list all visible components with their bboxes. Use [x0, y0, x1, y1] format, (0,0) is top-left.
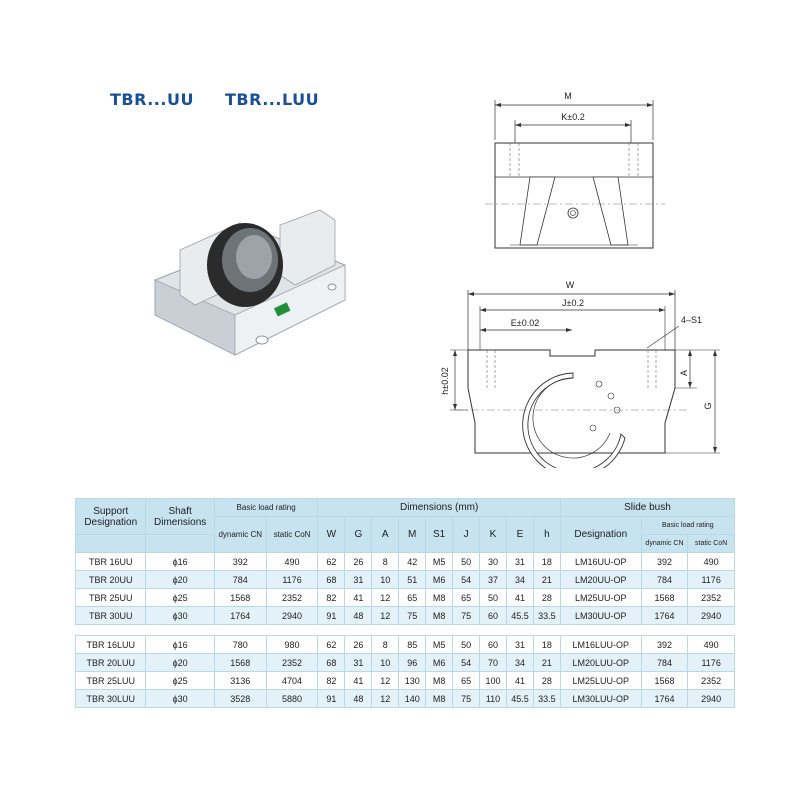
table-cell: 31: [345, 571, 372, 589]
table-cell: 18: [533, 553, 560, 571]
table-cell: TBR 30LUU: [76, 690, 146, 708]
table-cell: TBR 30UU: [76, 607, 146, 625]
table-cell: 490: [688, 553, 735, 571]
header-dim-k: K: [480, 517, 507, 553]
table-row: [76, 589, 735, 607]
header-dim-a: A: [372, 517, 399, 553]
table-cell: M8: [426, 589, 453, 607]
table-cell: 75: [453, 690, 480, 708]
table-cell: 1176: [688, 571, 735, 589]
table-cell: ϕ30: [146, 690, 214, 708]
table-cell: 41: [506, 672, 533, 690]
table-cell: 62: [318, 636, 345, 654]
table-cell: ϕ25: [146, 672, 214, 690]
table-cell: 21: [533, 654, 560, 672]
table-cell: LM20UU-OP: [560, 571, 641, 589]
table-cell: 980: [266, 636, 318, 654]
label-m: M: [564, 91, 572, 101]
side-view-drawing: [435, 278, 735, 468]
table-cell: 1568: [214, 654, 266, 672]
table-cell: 28: [533, 672, 560, 690]
table-cell: 12: [372, 589, 399, 607]
header-dim-e: E: [506, 517, 533, 553]
label-j: J±0.2: [562, 298, 584, 308]
table-cell: LM16LUU-OP: [560, 636, 641, 654]
product-photo: [150, 205, 350, 365]
header-slide-bush: Slide bush: [560, 499, 734, 517]
table-row: [76, 607, 735, 625]
table-cell: 780: [214, 636, 266, 654]
header-dim-g: G: [345, 517, 372, 553]
table-cell: 31: [506, 553, 533, 571]
table-cell: 26: [345, 553, 372, 571]
table-cell: 75: [399, 607, 426, 625]
table-cell: 60: [480, 607, 507, 625]
table-cell: 140: [399, 690, 426, 708]
table-cell: 68: [318, 571, 345, 589]
header-bush-dynamic: dynamic CN: [641, 535, 688, 553]
table-body: [76, 553, 735, 708]
table-cell: 70: [480, 654, 507, 672]
table-cell: 82: [318, 589, 345, 607]
table-cell: 41: [345, 589, 372, 607]
table-cell: 91: [318, 690, 345, 708]
header-dynamic: dynamic CN: [214, 517, 266, 553]
table-cell: 3136: [214, 672, 266, 690]
table-cell: 41: [345, 672, 372, 690]
table-cell: 18: [533, 636, 560, 654]
table-cell: 34: [506, 571, 533, 589]
table-cell: 33.5: [533, 607, 560, 625]
table-cell: M5: [426, 553, 453, 571]
table-cell: 392: [641, 553, 688, 571]
table-cell: 45.5: [506, 607, 533, 625]
table-cell: 1568: [214, 589, 266, 607]
table-cell: 85: [399, 636, 426, 654]
table-cell: 62: [318, 553, 345, 571]
label-k: K±0.2: [561, 112, 585, 122]
table-cell: 490: [266, 553, 318, 571]
table-cell: ϕ16: [146, 553, 214, 571]
header-spacer: [76, 535, 146, 553]
table-cell: TBR 20LUU: [76, 654, 146, 672]
header-support: Support Designation: [76, 499, 146, 535]
table-cell: 42: [399, 553, 426, 571]
table-cell: 8: [372, 553, 399, 571]
table-cell: 490: [688, 636, 735, 654]
table-cell: 5880: [266, 690, 318, 708]
table-cell: 96: [399, 654, 426, 672]
table-cell: 100: [480, 672, 507, 690]
table-cell: 50: [453, 553, 480, 571]
table-cell: 65: [453, 589, 480, 607]
table-cell: 10: [372, 654, 399, 672]
title-luu: TBR...LUU: [225, 90, 320, 109]
header-spacer: [146, 535, 214, 553]
table-cell: 50: [453, 636, 480, 654]
table-cell: 12: [372, 672, 399, 690]
front-view-drawing: [455, 85, 705, 265]
table-cell: 60: [480, 636, 507, 654]
header-dimensions: Dimensions (mm): [318, 499, 560, 517]
table-cell: 34: [506, 654, 533, 672]
table-cell: 41: [506, 589, 533, 607]
table-cell: LM25UU-OP: [560, 589, 641, 607]
table-cell: TBR 16UU: [76, 553, 146, 571]
header-dim-m: M: [399, 517, 426, 553]
table-cell: 2352: [266, 589, 318, 607]
label-a: A: [679, 369, 689, 377]
table-cell: TBR 25UU: [76, 589, 146, 607]
table-cell: ϕ30: [146, 607, 214, 625]
table-cell: ϕ16: [146, 636, 214, 654]
table-cell: LM16UU-OP: [560, 553, 641, 571]
table-cell: 51: [399, 571, 426, 589]
table-cell: 54: [453, 654, 480, 672]
table-cell: 2940: [688, 607, 735, 625]
label-h: h±0.02: [440, 367, 450, 395]
table-cell: 1568: [641, 589, 688, 607]
header-dim-w: W: [318, 517, 345, 553]
table-cell: 31: [345, 654, 372, 672]
table-cell: 2352: [266, 654, 318, 672]
table-cell: 12: [372, 690, 399, 708]
table-cell: 12: [372, 607, 399, 625]
table-cell: M8: [426, 690, 453, 708]
table-cell: 37: [480, 571, 507, 589]
table-cell: 1176: [266, 571, 318, 589]
table-cell: 28: [533, 589, 560, 607]
table-cell: 75: [453, 607, 480, 625]
header-dim-h: h: [533, 517, 560, 553]
header-bush-static: static CoN: [688, 535, 735, 553]
table-cell: 130: [399, 672, 426, 690]
table-cell: 784: [214, 571, 266, 589]
table-cell: 1568: [641, 672, 688, 690]
table-cell: 65: [399, 589, 426, 607]
table-cell: LM30LUU-OP: [560, 690, 641, 708]
table-cell: 48: [345, 607, 372, 625]
table-cell: LM20LUU-OP: [560, 654, 641, 672]
table-cell: 392: [641, 636, 688, 654]
header-static: static CoN: [266, 517, 318, 553]
table-cell: 784: [641, 654, 688, 672]
table-row: [76, 672, 735, 690]
table-cell: 3528: [214, 690, 266, 708]
title-uu: TBR...UU: [110, 90, 194, 109]
header-designation: Designation: [560, 517, 641, 553]
header-basic-load: Basic load rating: [214, 499, 318, 517]
table-cell: M8: [426, 672, 453, 690]
table-cell: ϕ20: [146, 654, 214, 672]
table-cell: M8: [426, 607, 453, 625]
table-cell: 65: [453, 672, 480, 690]
table-cell: M5: [426, 636, 453, 654]
header-shaft: Shaft Dimensions: [146, 499, 214, 535]
table-cell: 2352: [688, 589, 735, 607]
specification-table: [75, 498, 735, 708]
table-cell: 10: [372, 571, 399, 589]
header-dim-j: J: [453, 517, 480, 553]
table-row: [76, 654, 735, 672]
table-row: [76, 690, 735, 708]
table-cell: 31: [506, 636, 533, 654]
table-cell: 26: [345, 636, 372, 654]
table-cell: LM30UU-OP: [560, 607, 641, 625]
table-cell: 91: [318, 607, 345, 625]
table-cell: 68: [318, 654, 345, 672]
table-cell: 392: [214, 553, 266, 571]
table-row: [76, 636, 735, 654]
table-cell: TBR 20UU: [76, 571, 146, 589]
group-separator: [76, 625, 735, 636]
table-cell: 2940: [688, 690, 735, 708]
table-cell: M6: [426, 654, 453, 672]
table-cell: ϕ25: [146, 589, 214, 607]
table-cell: ϕ20: [146, 571, 214, 589]
table-cell: 1764: [641, 607, 688, 625]
label-g: G: [703, 402, 713, 410]
table-cell: 110: [480, 690, 507, 708]
table-cell: 21: [533, 571, 560, 589]
label-s1: 4–S1: [681, 315, 703, 325]
table-cell: 50: [480, 589, 507, 607]
table-row: [76, 553, 735, 571]
table-cell: 8: [372, 636, 399, 654]
table-cell: 2940: [266, 607, 318, 625]
table-cell: 45.5: [506, 690, 533, 708]
table-cell: 1764: [214, 607, 266, 625]
header-dim-s1: S1: [426, 517, 453, 553]
table-cell: 30: [480, 553, 507, 571]
separator-cell: [76, 625, 735, 636]
label-w: W: [565, 280, 575, 290]
table-cell: TBR 16LUU: [76, 636, 146, 654]
table-cell: 1176: [688, 654, 735, 672]
table-cell: 1764: [641, 690, 688, 708]
table-cell: M6: [426, 571, 453, 589]
table-cell: LM25LUU-OP: [560, 672, 641, 690]
table-cell: 54: [453, 571, 480, 589]
table-cell: 784: [641, 571, 688, 589]
table-cell: 2352: [688, 672, 735, 690]
table-cell: 82: [318, 672, 345, 690]
table-cell: 48: [345, 690, 372, 708]
table-cell: TBR 25LUU: [76, 672, 146, 690]
table-cell: 4704: [266, 672, 318, 690]
table-row: [76, 571, 735, 589]
label-e: E±0.02: [510, 318, 540, 328]
table-cell: 33.5: [533, 690, 560, 708]
header-bush-basic-load: Basic load rating: [641, 517, 734, 535]
